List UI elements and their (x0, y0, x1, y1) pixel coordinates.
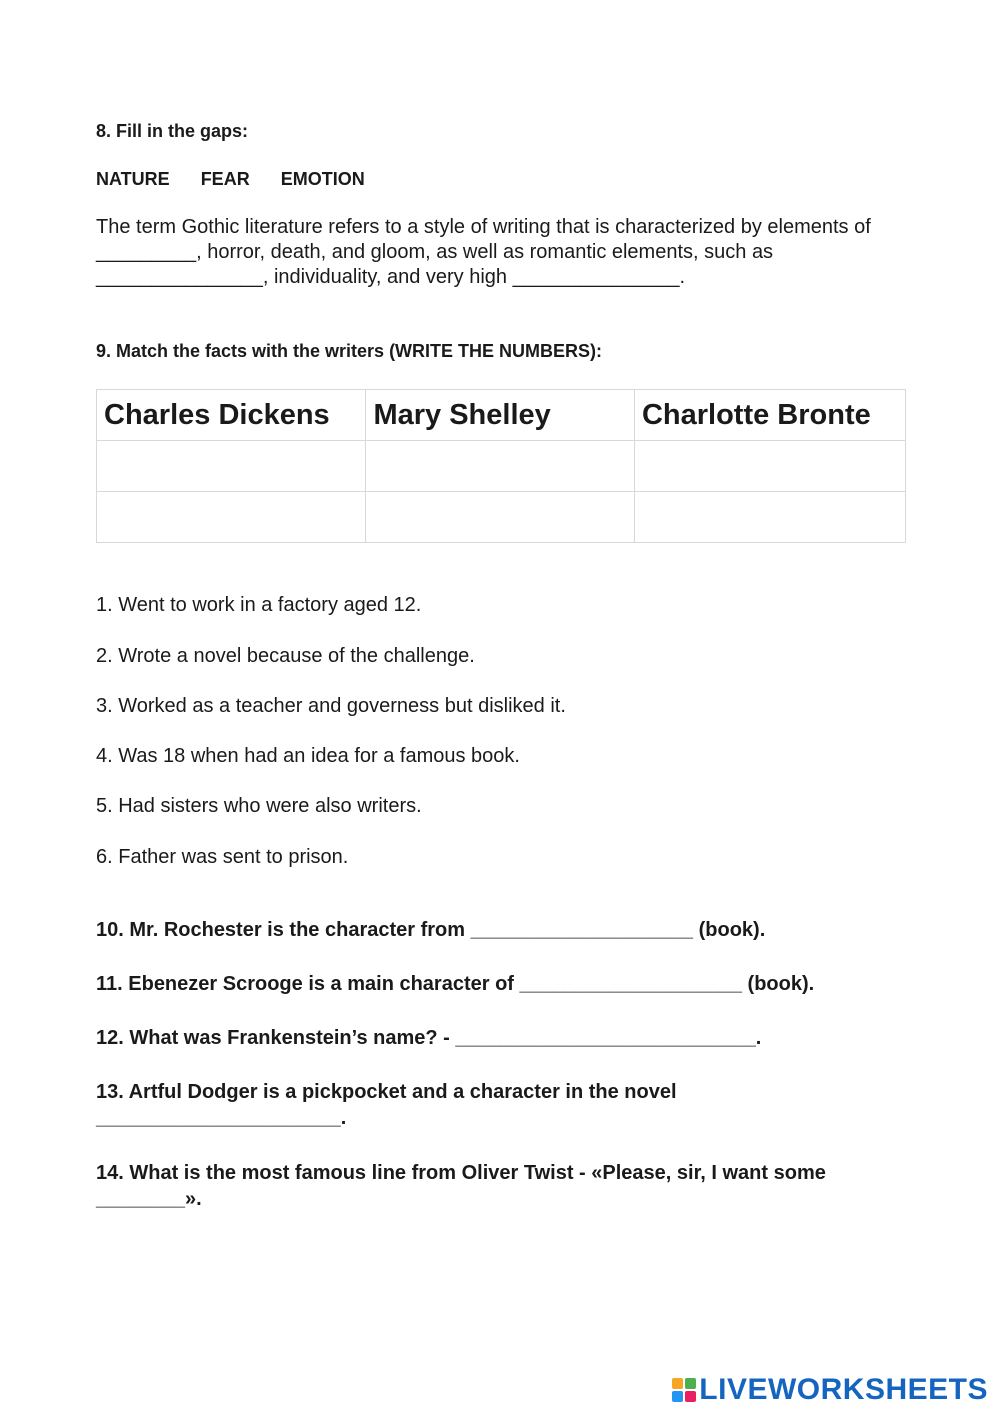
logo-mark-icon (672, 1378, 696, 1402)
word-bank-item: NATURE (96, 169, 170, 189)
question-14-blank: ________». (96, 1188, 202, 1210)
matching-table (96, 389, 906, 543)
answer-cell[interactable] (97, 441, 366, 492)
column-header: Mary Shelley (366, 390, 635, 441)
q9-title: 9. Match the facts with the writers (WRITE THE NUMBERS): (96, 341, 603, 361)
table-row (97, 492, 906, 543)
question-10: 10. Mr. Rochester is the character from ____________________ (book). (96, 919, 766, 941)
word-bank-item: EMOTION (280, 169, 365, 189)
answer-cell[interactable] (634, 441, 905, 492)
question-14: 14. What is the most famous line from Oliver Twist - «Please, sir, I want some (96, 1162, 826, 1184)
fact-item: 2. Wrote a novel because of the challenge. (96, 645, 475, 667)
answer-cell[interactable] (366, 492, 635, 543)
fact-item: 1. Went to work in a factory aged 12. (96, 594, 422, 616)
question-13: 13. Artful Dodger is a pickpocket and a character in the novel (96, 1081, 677, 1103)
column-header: Charlotte Bronte (634, 390, 905, 441)
column-header: Charles Dickens (97, 390, 366, 441)
fact-item: 5. Had sisters who were also writers. (96, 795, 422, 817)
answer-cell[interactable] (97, 492, 366, 543)
gap-fill-paragraph: The term Gothic literature refers to a style of writing that is characterized by elements of _________, horror, death, and gloom, as well as romantic elements, such as _______________, individuality, and very high _______________. (96, 216, 871, 288)
question-13-blank: ______________________. (96, 1107, 347, 1129)
fact-item: 3. Worked as a teacher and governess but disliked it. (96, 695, 566, 717)
fact-item: 4. Was 18 when had an idea for a famous book. (96, 745, 520, 767)
word-bank-item: FEAR (200, 169, 250, 189)
logo-text: LIVEWORKSHEETS (699, 1373, 988, 1406)
answer-cell[interactable] (366, 441, 635, 492)
fact-item: 6. Father was sent to prison. (96, 846, 349, 868)
table-header-row (97, 390, 906, 441)
question-12: 12. What was Frankenstein’s name? - ___________________________. (96, 1027, 762, 1049)
question-11: 11. Ebenezer Scrooge is a main character of ____________________ (book). (96, 973, 815, 995)
table-row (97, 441, 906, 492)
q8-title: 8. Fill in the gaps: (96, 121, 249, 141)
liveworksheets-logo (672, 1373, 988, 1407)
word-bank (96, 169, 391, 190)
answer-cell[interactable] (634, 492, 905, 543)
